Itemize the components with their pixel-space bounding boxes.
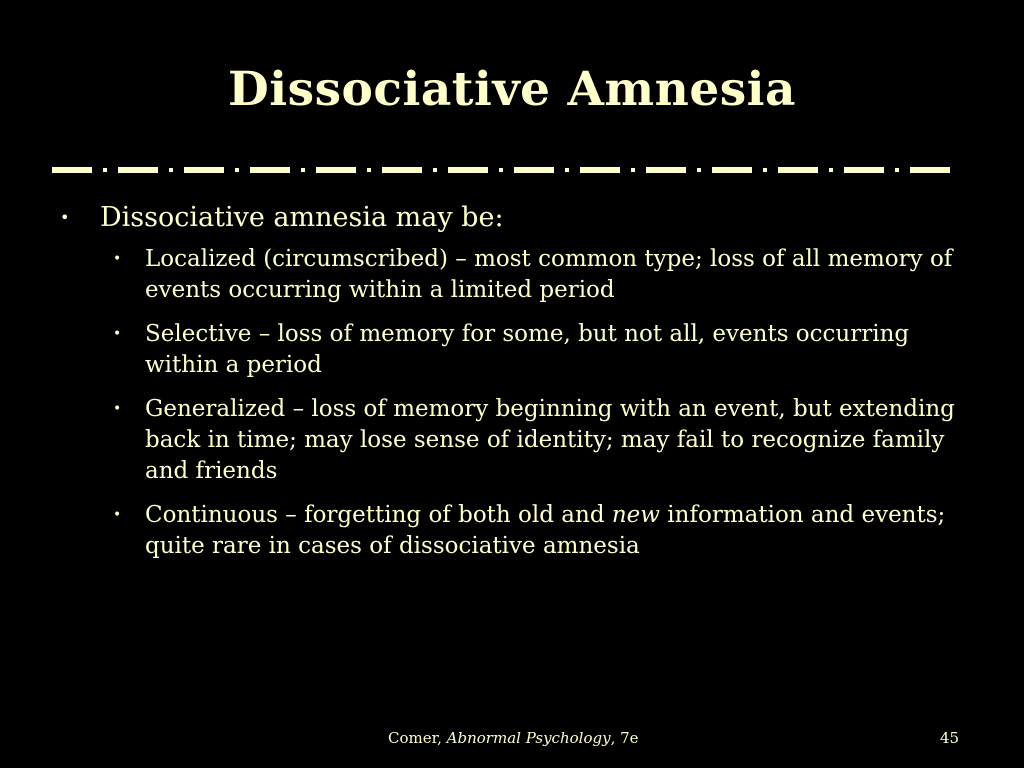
main-bullet-text: Dissociative amnesia may be: [100, 202, 504, 233]
divider-dash-4 [316, 167, 356, 173]
divider-dot-3 [301, 168, 305, 172]
bullet-icon: • [113, 507, 122, 523]
divider-dash-6 [448, 167, 488, 173]
divider-dot-1 [169, 168, 173, 172]
divider-dash-9 [646, 167, 686, 173]
main-bullet-item [60, 198, 980, 238]
divider-dot-4 [367, 168, 371, 172]
sub-bullet-text: Selective – loss of memory for some, but not all, events occurring within a period [145, 321, 910, 378]
divider-dash-2 [184, 167, 224, 173]
divider-dash-7 [514, 167, 554, 173]
divider-dot-0 [103, 168, 107, 172]
dash-dot-divider [52, 163, 974, 177]
sub-bullet-selective [113, 319, 975, 381]
footer-author: Comer, [388, 729, 447, 747]
sub-bullet-list [113, 244, 975, 562]
footer-edition: , 7e [610, 729, 639, 747]
slide-content [60, 198, 980, 575]
divider-dash-1 [118, 167, 158, 173]
bullet-icon: • [113, 251, 122, 267]
divider-dash-8 [580, 167, 620, 173]
divider-dot-10 [763, 168, 767, 172]
divider-dot-8 [631, 168, 635, 172]
sub-bullet-generalized [113, 394, 975, 487]
divider-dash-10 [712, 167, 752, 173]
sub-bullet-continuous [113, 500, 975, 562]
divider-dash-5 [382, 167, 422, 173]
sub-bullet-text: Generalized – loss of memory beginning with an event, but extending back in time; may lose sense of identity; may fail to recognize family and friends [145, 396, 955, 484]
divider-dot-6 [499, 168, 503, 172]
divider-dot-12 [895, 168, 899, 172]
sub-bullet-text: Localized (circumscribed) – most common type; loss of all memory of events occurring within a limited period [145, 246, 953, 303]
page-number: 45 [940, 729, 960, 747]
divider-dash-11 [778, 167, 818, 173]
divider-dot-5 [433, 168, 437, 172]
emphasis-new: new [611, 502, 660, 528]
divider-dash-0 [52, 167, 92, 173]
divider-dot-9 [697, 168, 701, 172]
bullet-icon: • [113, 326, 122, 342]
divider-dot-2 [235, 168, 239, 172]
bullet-icon: • [60, 208, 70, 227]
slide-title: Dissociative Amnesia [228, 62, 796, 117]
divider-dash-12 [844, 167, 884, 173]
divider-dot-11 [829, 168, 833, 172]
divider-dot-7 [565, 168, 569, 172]
divider-dash-13 [910, 167, 950, 173]
sub-bullet-text-start: Continuous – forgetting of both old and [145, 502, 612, 528]
sub-bullet-localized [113, 244, 975, 306]
sub-bullet-text-end: information and events; quite rare in cases of dissociative amnesia [145, 502, 946, 559]
bullet-icon: • [113, 401, 122, 417]
divider-dash-3 [250, 167, 290, 173]
footer-book-title: Abnormal Psychology [446, 729, 611, 747]
footer-source-citation [388, 728, 639, 748]
sub-bullet-text [145, 502, 945, 559]
